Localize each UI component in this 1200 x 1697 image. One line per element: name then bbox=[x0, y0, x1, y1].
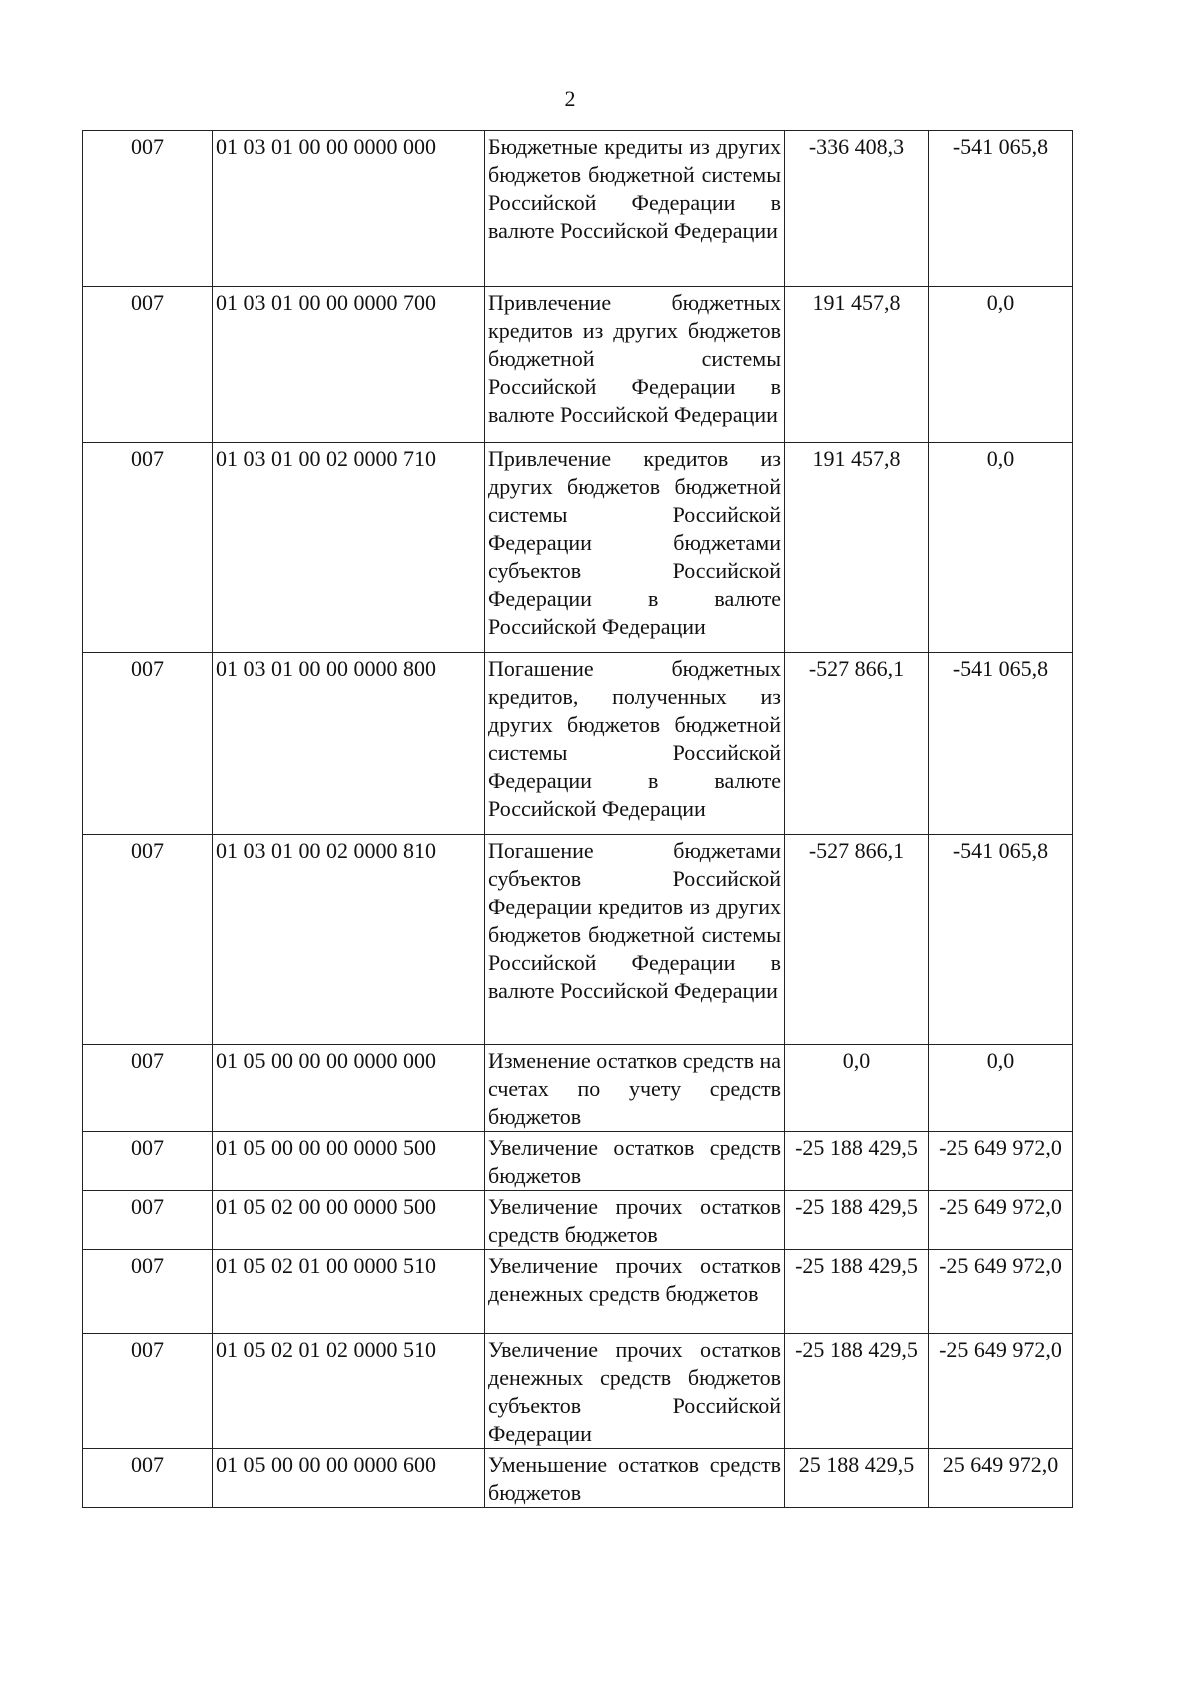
table-row bbox=[83, 1045, 1073, 1132]
admin-code-cell: 007 bbox=[83, 1132, 213, 1191]
item-name-cell: Бюджетные кредиты из других бюджетов бюджетной системы Российской Федерации в валюте Российской Федерации bbox=[485, 131, 785, 287]
value-year1-cell: -527 866,1 bbox=[785, 653, 929, 835]
classification-code-cell: 01 05 00 00 00 0000 500 bbox=[213, 1132, 485, 1191]
classification-code-cell: 01 03 01 00 00 0000 700 bbox=[213, 287, 485, 443]
item-name-cell: Погашение бюджетами субъектов Российской Федерации кредитов из других бюджетов бюджетной системы Российской Федерации в валюте Российской Федерации bbox=[485, 835, 785, 1045]
table-row bbox=[83, 443, 1073, 653]
admin-code-cell: 007 bbox=[83, 443, 213, 653]
classification-code-cell: 01 03 01 00 02 0000 810 bbox=[213, 835, 485, 1045]
admin-code-cell: 007 bbox=[83, 287, 213, 443]
classification-code-cell: 01 05 02 01 02 0000 510 bbox=[213, 1334, 485, 1449]
admin-code-cell: 007 bbox=[83, 835, 213, 1045]
value-year2-cell: -25 649 972,0 bbox=[929, 1191, 1073, 1250]
value-year2-cell: 0,0 bbox=[929, 1045, 1073, 1132]
value-year2-cell: 0,0 bbox=[929, 443, 1073, 653]
value-year1-cell: -25 188 429,5 bbox=[785, 1334, 929, 1449]
item-name-cell: Изменение остатков средств на счетах по учету средств бюджетов bbox=[485, 1045, 785, 1132]
budget-sources-table bbox=[82, 130, 1073, 1508]
classification-code-cell: 01 05 02 00 00 0000 500 bbox=[213, 1191, 485, 1250]
admin-code-cell: 007 bbox=[83, 1045, 213, 1132]
value-year1-cell: -336 408,3 bbox=[785, 131, 929, 287]
value-year1-cell: 25 188 429,5 bbox=[785, 1449, 929, 1508]
value-year1-cell: -25 188 429,5 bbox=[785, 1250, 929, 1334]
value-year1-cell: 0,0 bbox=[785, 1045, 929, 1132]
page-number: 2 bbox=[564, 86, 576, 111]
item-name-cell: Привлечение кредитов из других бюджетов бюджетной системы Российской Федерации бюджетами субъектов Российской Федерации в валюте Российской Федерации bbox=[485, 443, 785, 653]
classification-code-cell: 01 03 01 00 00 0000 800 bbox=[213, 653, 485, 835]
table-row bbox=[83, 1334, 1073, 1449]
classification-code-cell: 01 05 02 01 00 0000 510 bbox=[213, 1250, 485, 1334]
classification-code-cell: 01 03 01 00 02 0000 710 bbox=[213, 443, 485, 653]
value-year2-cell: -541 065,8 bbox=[929, 653, 1073, 835]
table-row bbox=[83, 287, 1073, 443]
table-row bbox=[83, 1449, 1073, 1508]
table-row bbox=[83, 835, 1073, 1045]
item-name-cell: Увеличение прочих остатков средств бюджетов bbox=[485, 1191, 785, 1250]
admin-code-cell: 007 bbox=[83, 653, 213, 835]
admin-code-cell: 007 bbox=[83, 1191, 213, 1250]
admin-code-cell: 007 bbox=[83, 131, 213, 287]
value-year2-cell: -25 649 972,0 bbox=[929, 1334, 1073, 1449]
value-year2-cell: -541 065,8 bbox=[929, 131, 1073, 287]
classification-code-cell: 01 05 00 00 00 0000 000 bbox=[213, 1045, 485, 1132]
classification-code-cell: 01 05 00 00 00 0000 600 bbox=[213, 1449, 485, 1508]
item-name-cell: Увеличение прочих остатков денежных средств бюджетов bbox=[485, 1250, 785, 1334]
admin-code-cell: 007 bbox=[83, 1334, 213, 1449]
value-year2-cell: 0,0 bbox=[929, 287, 1073, 443]
value-year1-cell: 191 457,8 bbox=[785, 443, 929, 653]
item-name-cell: Погашение бюджетных кредитов, полученных из других бюджетов бюджетной системы Российской Федерации в валюте Российской Федерации bbox=[485, 653, 785, 835]
item-name-cell: Увеличение прочих остатков денежных средств бюджетов субъектов Российской Федерации bbox=[485, 1334, 785, 1449]
value-year1-cell: -25 188 429,5 bbox=[785, 1132, 929, 1191]
value-year1-cell: -25 188 429,5 bbox=[785, 1191, 929, 1250]
value-year2-cell: -25 649 972,0 bbox=[929, 1132, 1073, 1191]
value-year2-cell: 25 649 972,0 bbox=[929, 1449, 1073, 1508]
table-row bbox=[83, 1191, 1073, 1250]
table-row bbox=[83, 1132, 1073, 1191]
table-row bbox=[83, 653, 1073, 835]
item-name-cell: Увеличение остатков средств бюджетов bbox=[485, 1132, 785, 1191]
value-year1-cell: 191 457,8 bbox=[785, 287, 929, 443]
table-row bbox=[83, 1250, 1073, 1334]
item-name-cell: Привлечение бюджетных кредитов из других бюджетов бюджетной системы Российской Федерации в валюте Российской Федерации bbox=[485, 287, 785, 443]
value-year2-cell: -541 065,8 bbox=[929, 835, 1073, 1045]
value-year2-cell: -25 649 972,0 bbox=[929, 1250, 1073, 1334]
item-name-cell: Уменьшение остатков средств бюджетов bbox=[485, 1449, 785, 1508]
admin-code-cell: 007 bbox=[83, 1250, 213, 1334]
table-row bbox=[83, 131, 1073, 287]
value-year1-cell: -527 866,1 bbox=[785, 835, 929, 1045]
classification-code-cell: 01 03 01 00 00 0000 000 bbox=[213, 131, 485, 287]
admin-code-cell: 007 bbox=[83, 1449, 213, 1508]
